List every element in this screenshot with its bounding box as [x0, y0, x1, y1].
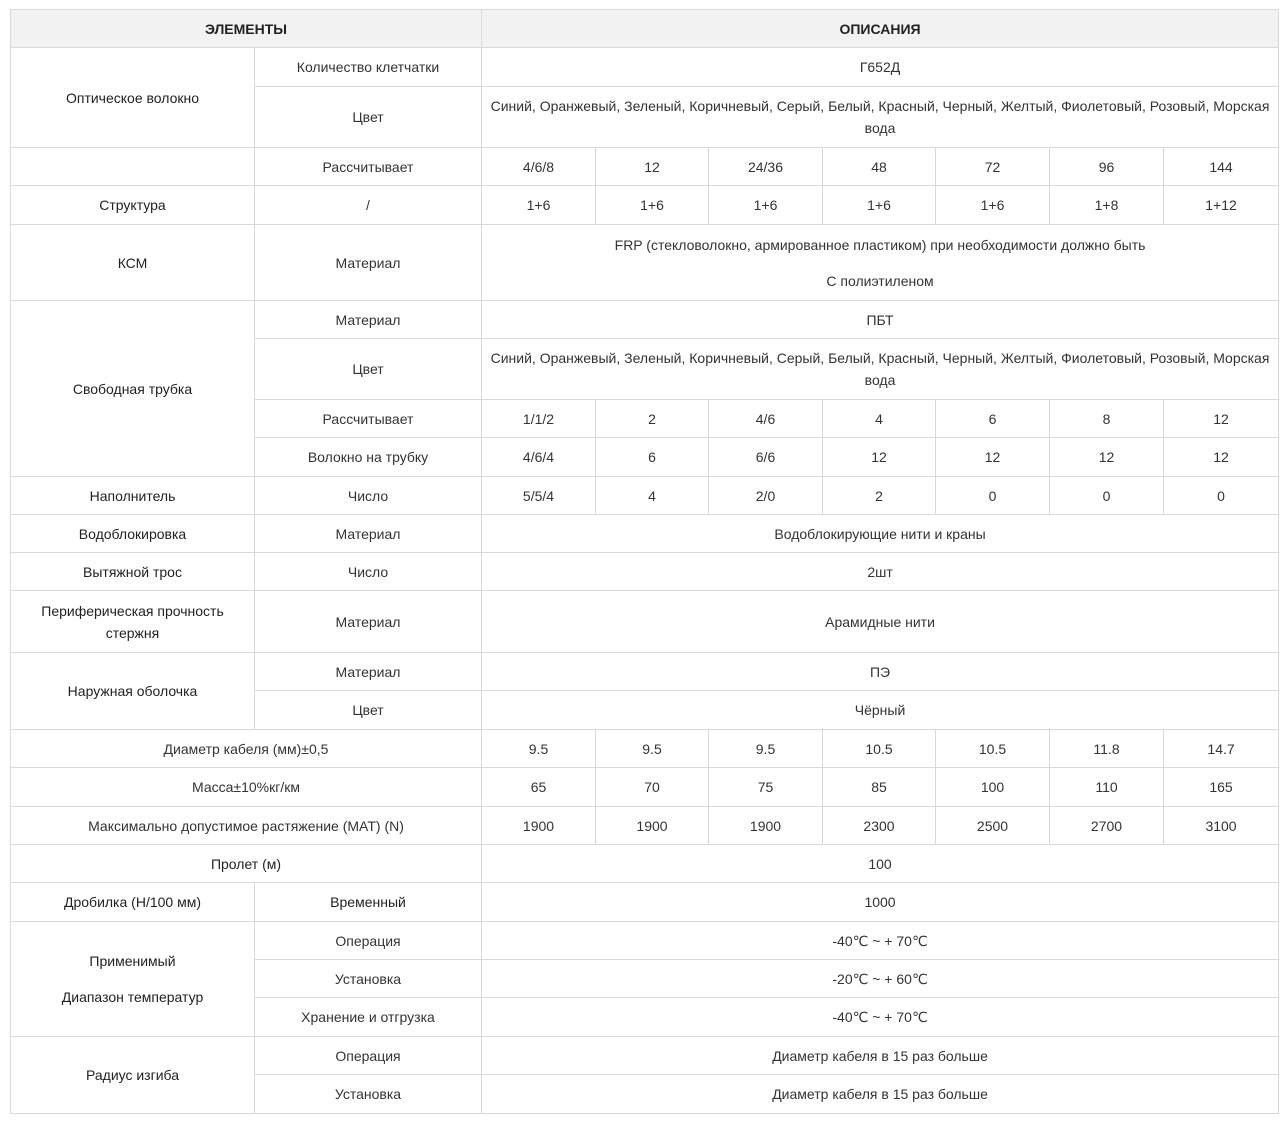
mat-value: 3100	[1164, 807, 1279, 845]
ksm-line1: FRP (стекловолокно, армированное пластиком) при необходимости должно быть	[614, 236, 1146, 253]
outer-sheath-color-label: Цвет	[255, 691, 482, 730]
fiber-per-tube-label: Волокно на трубку	[255, 438, 482, 477]
filler-label: Наполнитель	[11, 477, 255, 515]
fiber-color-label: Цвет	[255, 87, 482, 148]
ksm-label: КСМ	[11, 225, 255, 301]
peripheral-label: Периферическая прочность стержня	[11, 591, 255, 653]
loose-tube-counts-label: Рассчитывает	[255, 400, 482, 438]
structure-sub: /	[255, 186, 482, 225]
outer-sheath-label: Наружная оболочка	[11, 653, 255, 730]
fiber-color-value: Синий, Оранжевый, Зеленый, Коричневый, Серый, Белый, Красный, Черный, Желтый, Фиолетовый, Розовый, Морская вода	[482, 87, 1279, 148]
table-row	[11, 515, 1279, 553]
mat-value: 1900	[709, 807, 823, 845]
outer-sheath-color-value: Чёрный	[482, 691, 1279, 730]
empty-cell	[11, 148, 255, 186]
diameter-value: 10.5	[823, 730, 936, 768]
structure-value: 1+8	[1050, 186, 1164, 225]
loose-tube-counts-value: 8	[1050, 400, 1164, 438]
temp-operation-label: Операция	[255, 922, 482, 960]
loose-tube-counts-value: 1/1/2	[482, 400, 596, 438]
counts-value: 144	[1164, 148, 1279, 186]
temp-operation-value: -40℃ ~ + 70℃	[482, 922, 1279, 960]
counts-value: 48	[823, 148, 936, 186]
loose-tube-color-value: Синий, Оранжевый, Зеленый, Коричневый, Серый, Белый, Красный, Черный, Желтый, Фиолетовый, Розовый, Морская вода	[482, 339, 1279, 400]
temperature-label-line1: Применимый	[89, 953, 176, 969]
counts-label: Рассчитывает	[255, 148, 482, 186]
header-descriptions: ОПИСАНИЯ	[482, 10, 1279, 48]
table-row	[11, 148, 1279, 186]
diameter-value: 9.5	[596, 730, 709, 768]
loose-tube-material-value: ПБТ	[482, 301, 1279, 339]
mat-label: Максимально допустимое растяжение (MAT) (N)	[11, 807, 482, 845]
fiber-count-label: Количество клетчатки	[255, 48, 482, 87]
mat-value: 1900	[596, 807, 709, 845]
peripheral-sub: Материал	[255, 591, 482, 653]
outer-sheath-material-value: ПЭ	[482, 653, 1279, 691]
paragraph-gap	[17, 972, 248, 986]
span-value: 100	[482, 845, 1279, 883]
temp-installation-label: Установка	[255, 960, 482, 998]
fiber-count-value: Г652Д	[482, 48, 1279, 87]
table-row	[11, 768, 1279, 807]
loose-tube-counts-value: 2	[596, 400, 709, 438]
filler-value: 4	[596, 477, 709, 515]
mat-value: 2300	[823, 807, 936, 845]
bend-installation-label: Установка	[255, 1075, 482, 1114]
diameter-value: 10.5	[936, 730, 1050, 768]
temp-installation-value: -20℃ ~ + 60℃	[482, 960, 1279, 998]
bend-operation-label: Операция	[255, 1037, 482, 1075]
structure-label: Структура	[11, 186, 255, 225]
structure-value: 1+6	[596, 186, 709, 225]
table-row	[11, 553, 1279, 591]
mass-value: 85	[823, 768, 936, 807]
mass-value: 165	[1164, 768, 1279, 807]
fiber-per-tube-value: 6	[596, 438, 709, 477]
diameter-value: 14.7	[1164, 730, 1279, 768]
fiber-per-tube-value: 6/6	[709, 438, 823, 477]
loose-tube-counts-value: 4	[823, 400, 936, 438]
structure-value: 1+6	[936, 186, 1050, 225]
table-row	[11, 883, 1279, 922]
fiber-per-tube-value: 12	[1050, 438, 1164, 477]
fiber-per-tube-value: 12	[823, 438, 936, 477]
mass-value: 65	[482, 768, 596, 807]
diameter-value: 11.8	[1050, 730, 1164, 768]
table-row	[11, 477, 1279, 515]
table-row	[11, 48, 1279, 87]
span-label: Пролет (м)	[11, 845, 482, 883]
mass-value: 75	[709, 768, 823, 807]
mat-value: 2500	[936, 807, 1050, 845]
filler-value: 2	[823, 477, 936, 515]
loose-tube-counts-value: 4/6	[709, 400, 823, 438]
table-row	[11, 186, 1279, 225]
spec-table	[10, 9, 1279, 1114]
table-row	[11, 730, 1279, 768]
ripcord-sub: Число	[255, 553, 482, 591]
loose-tube-color-label: Цвет	[255, 339, 482, 400]
table-row	[11, 225, 1279, 301]
diameter-value: 9.5	[482, 730, 596, 768]
table-row	[11, 591, 1279, 653]
table-row	[11, 301, 1279, 339]
fiber-per-tube-value: 12	[1164, 438, 1279, 477]
water-block-label: Водоблокировка	[11, 515, 255, 553]
fiber-per-tube-value: 4/6/4	[482, 438, 596, 477]
counts-value: 12	[596, 148, 709, 186]
bend-installation-value: Диаметр кабеля в 15 раз больше	[482, 1075, 1279, 1114]
temperature-label-line2: Диапазон температур	[61, 989, 204, 1005]
ksm-line2: С полиэтиленом	[826, 272, 934, 289]
crush-label: Дробилка (Н/100 мм)	[11, 883, 255, 922]
loose-tube-counts-value: 6	[936, 400, 1050, 438]
mat-value: 2700	[1050, 807, 1164, 845]
filler-value: 5/5/4	[482, 477, 596, 515]
table-row	[11, 845, 1279, 883]
structure-value: 1+6	[709, 186, 823, 225]
filler-value: 0	[1164, 477, 1279, 515]
water-block-sub: Материал	[255, 515, 482, 553]
counts-value: 24/36	[709, 148, 823, 186]
peripheral-value: Арамидные нити	[482, 591, 1279, 653]
structure-value: 1+6	[823, 186, 936, 225]
filler-sub: Число	[255, 477, 482, 515]
bend-operation-value: Диаметр кабеля в 15 раз больше	[482, 1037, 1279, 1075]
ksm-value	[482, 225, 1279, 301]
filler-value: 0	[1050, 477, 1164, 515]
counts-value: 72	[936, 148, 1050, 186]
counts-value: 96	[1050, 148, 1164, 186]
mat-value: 1900	[482, 807, 596, 845]
temp-storage-label: Хранение и отгрузка	[255, 998, 482, 1037]
structure-value: 1+6	[482, 186, 596, 225]
crush-sub: Временный	[255, 883, 482, 922]
counts-value: 4/6/8	[482, 148, 596, 186]
table-row	[11, 653, 1279, 691]
ripcord-value: 2шт	[482, 553, 1279, 591]
fiber-per-tube-value: 12	[936, 438, 1050, 477]
table-row	[11, 807, 1279, 845]
ripcord-label: Вытяжной трос	[11, 553, 255, 591]
mass-value: 110	[1050, 768, 1164, 807]
paragraph-gap	[488, 256, 1272, 270]
loose-tube-counts-value: 12	[1164, 400, 1279, 438]
table-row	[11, 1037, 1279, 1075]
water-block-value: Водоблокирующие нити и краны	[482, 515, 1279, 553]
diameter-value: 9.5	[709, 730, 823, 768]
outer-sheath-material-label: Материал	[255, 653, 482, 691]
diameter-label: Диаметр кабеля (мм)±0,5	[11, 730, 482, 768]
temp-storage-value: -40℃ ~ + 70℃	[482, 998, 1279, 1037]
header-elements: ЭЛЕМЕНТЫ	[11, 10, 482, 48]
temperature-label	[11, 922, 255, 1037]
loose-tube-label: Свободная трубка	[11, 301, 255, 477]
mass-value: 100	[936, 768, 1050, 807]
table-header-row	[11, 10, 1279, 48]
mass-value: 70	[596, 768, 709, 807]
table-row	[11, 922, 1279, 960]
filler-value: 2/0	[709, 477, 823, 515]
crush-value: 1000	[482, 883, 1279, 922]
filler-value: 0	[936, 477, 1050, 515]
ksm-sub: Материал	[255, 225, 482, 301]
loose-tube-material-label: Материал	[255, 301, 482, 339]
fiber-label: Оптическое волокно	[11, 48, 255, 148]
mass-label: Масса±10%кг/км	[11, 768, 482, 807]
structure-value: 1+12	[1164, 186, 1279, 225]
bend-label: Радиус изгиба	[11, 1037, 255, 1114]
